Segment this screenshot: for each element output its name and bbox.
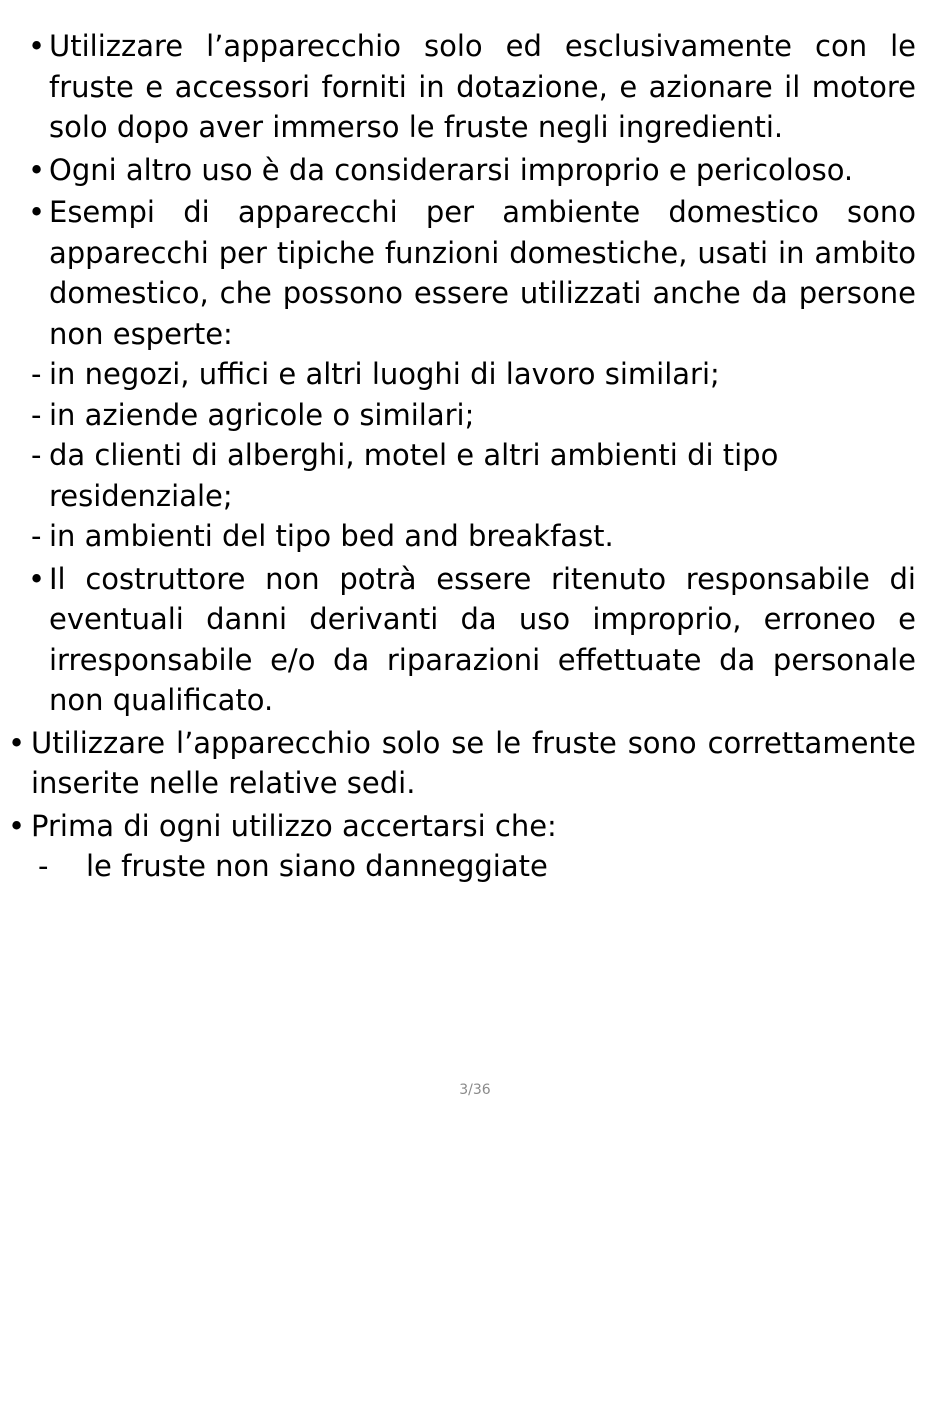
dash-text: in ambienti del tipo bed and breakfast. [49, 519, 614, 553]
dash-marker: - [31, 519, 42, 553]
dash-item-bed-and-breakfast [31, 516, 916, 557]
dash-item-farms [31, 395, 916, 436]
bullet-item-whisks-inserted [8, 723, 916, 804]
dash-text: in aziende agricole o similari; [49, 397, 475, 432]
bullet-icon: • [28, 29, 46, 63]
bullet-text: Ogni altro uso è da considerarsi improprio e pericoloso. [49, 152, 854, 187]
dash-text: da clienti di alberghi, motel e altri ambienti di tipo residenziale; [49, 438, 779, 513]
bullet-item-before-use [8, 806, 916, 847]
bullet-item-domestic-examples [28, 192, 916, 354]
bullet-item-manufacturer-liability [28, 559, 916, 721]
safety-instructions [0, 26, 950, 887]
dash-marker: - [31, 357, 42, 391]
page-number: 3/36 [459, 1082, 491, 1098]
bullet-icon: • [8, 808, 26, 843]
bullet-item-use-accessories [28, 26, 916, 148]
check-item-whisks-undamaged [38, 846, 950, 887]
bullet-text: Esempi di apparecchi per ambiente domestico sono apparecchi per tipiche funzioni domestiche, usati in ambito domestico, che possono essere utilizzati anche da persone non esperte: [49, 195, 916, 351]
bullet-icon: • [28, 195, 46, 229]
check-text: le fruste non siano danneggiate [86, 849, 548, 883]
bullet-text: Il costruttore non potrà essere ritenuto responsabile di eventuali danni derivanti da uso improprio, erroneo e irresponsabile e/o da riparazioni effettuate da personale non qualificato. [49, 561, 916, 717]
dash-text: in negozi, uffici e altri luoghi di lavoro similari; [49, 357, 720, 391]
bullet-text: Utilizzare l’apparecchio solo se le fruste sono correttamente inserite nelle relative sedi. [31, 725, 916, 800]
dash-marker: - [31, 397, 42, 432]
dash-marker: - [31, 438, 42, 472]
dash-item-hotels [31, 435, 916, 516]
bullet-item-improper-use [28, 150, 916, 191]
bullet-text: Utilizzare l’apparecchio solo ed esclusivamente con le fruste e accessori forniti in dotazione, e azionare il motore solo dopo aver immerso le fruste negli ingredienti. [49, 29, 916, 144]
bullet-text: Prima di ogni utilizzo accertarsi che: [31, 808, 557, 843]
bullet-icon: • [8, 725, 26, 760]
bullet-icon: • [28, 561, 46, 596]
dash-item-shops [31, 354, 916, 395]
bullet-icon: • [28, 152, 46, 187]
dash-marker: - [38, 849, 49, 883]
